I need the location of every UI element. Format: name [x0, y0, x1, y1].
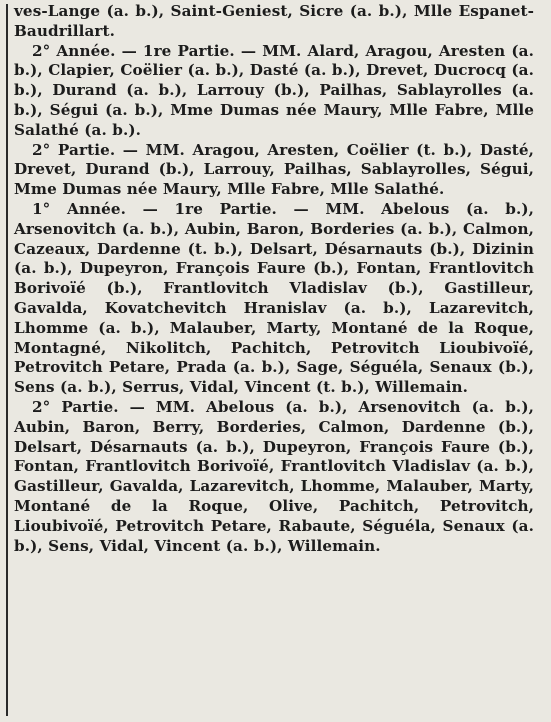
paragraph-first-year-part-two: 2° Partie. — MM. Abelous (a. b.), Arsenovitch (a. b.), Aubin, Baron, Berry, Borderies, Calmon, Dardenne (b.), Delsart, Désarnauts (a. b.), Dupeyron, François Faure (b.), Fontan, Frantlovitch Borivoïé, Frantlovitch Vladislav (a. b.), Gastilleur, Gavalda, Lazarevitch, Lhomme, Malauber, Marty, Montané de la Roque, Olive, Pachitch, Petrovitch, Lioubivoïé, Petrovitch Petare, Rabaute, Séguéla, Senaux (a. b.), Sens, Vidal, Vincent (a. b.), Willemain. — [14, 397, 534, 555]
paragraph-first-year-part-one: 1° Année. — 1re Partie. — MM. Abelous (a. b.), Arsenovitch (a. b.), Aubin, Baron, Borderies (a. b.), Calmon, Cazeaux, Dardenne (t. b.), Delsart, Désarnauts (b.), Dizinin (a. b.), Dupeyron, François Faure (b.), Fontan, Frantlovitch Borivoïé (b.), Frantlovitch Vladislav (b.), Gastilleur, Gavalda, Kovatchevitch Hranislav (a. b.), Lazarevitch, Lhomme (a. b.), Malauber, Marty, Montané de la Roque, Montagné, Nikolitch, Pachitch, Petrovitch Lioubivoïé, Petrovitch Petare, Prada (a. b.), Sage, Séguéla, Senaux (b.), Sens (a. b.), Serrus, Vidal, Vincent (t. b.), Willemain. — [14, 199, 534, 397]
paragraph-continuation: ves-Lange (a. b.), Saint-Geniest, Sicre (a. b.), Mlle Espanet-Baudrillart. — [14, 2, 534, 40]
paragraph-second-year-part-two: 2° Partie. — MM. Aragou, Aresten, Coëlier (t. b.), Dasté, Drevet, Durand (b.), Larrouy, Pailhas, Sablayrolles, Ségui, Mme Dumas née Maury, Mlle Fabre, Mlle Salathé. — [14, 140, 534, 199]
exam-results-column — [14, 2, 534, 556]
paragraph-second-year-part-one: 2° Année. — 1re Partie. — MM. Alard, Aragou, Aresten (a. b.), Clapier, Coëlier (a. b.), Dasté (a. b.), Drevet, Ducrocq (a. b.), Durand (a. b.), Larrouy (b.), Pailhas, Sablayrolles (a. b.), Ségui (a. b.), Mme Dumas née Maury, Mlle Fabre, Mlle Salathé (a. b.). — [14, 41, 534, 139]
column-rule — [6, 4, 8, 716]
